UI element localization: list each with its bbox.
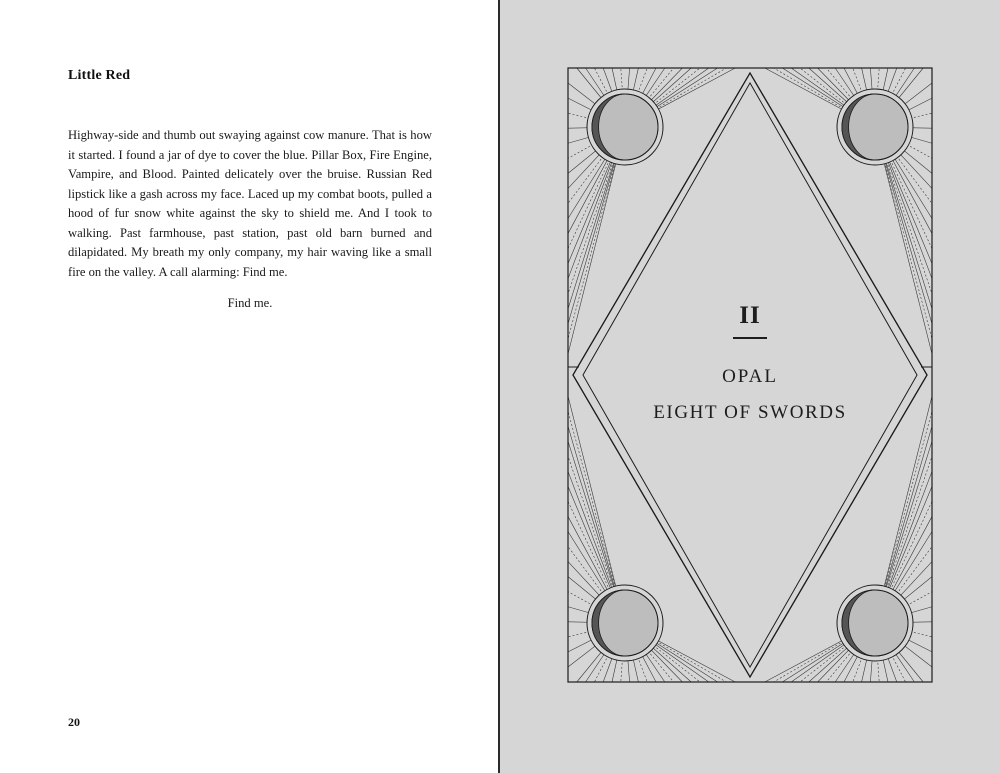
- poem-body: Highway-side and thumb out swaying against cow manure. That is how it started. I found a jar of dye to cover the blue. Pillar Box, Fire Engine, Vampire, and Blood. Painted delicately over the bruise. Russian Red lipstick like a gash across my face. Laced up my combat boots, pulled a hood of fur snow white against the sky to shield me. And I took to walking. Past farmhouse, past station, past old barn burned and dilapidated. My breath my only company, my hair waving like a small fire on the valley. A call alarming: Find me.: [68, 128, 432, 279]
- book-spine: [498, 0, 500, 773]
- page-number: 20: [68, 715, 80, 729]
- section-numeral: II: [739, 302, 761, 329]
- section-subtitle-gem: OPAL: [722, 366, 778, 387]
- poem-refrain: Find me.: [227, 296, 273, 310]
- poem-title: Little Red: [68, 68, 131, 83]
- section-subtitle-card: EIGHT OF SWORDS: [653, 402, 847, 423]
- numeral-underline: [733, 337, 767, 339]
